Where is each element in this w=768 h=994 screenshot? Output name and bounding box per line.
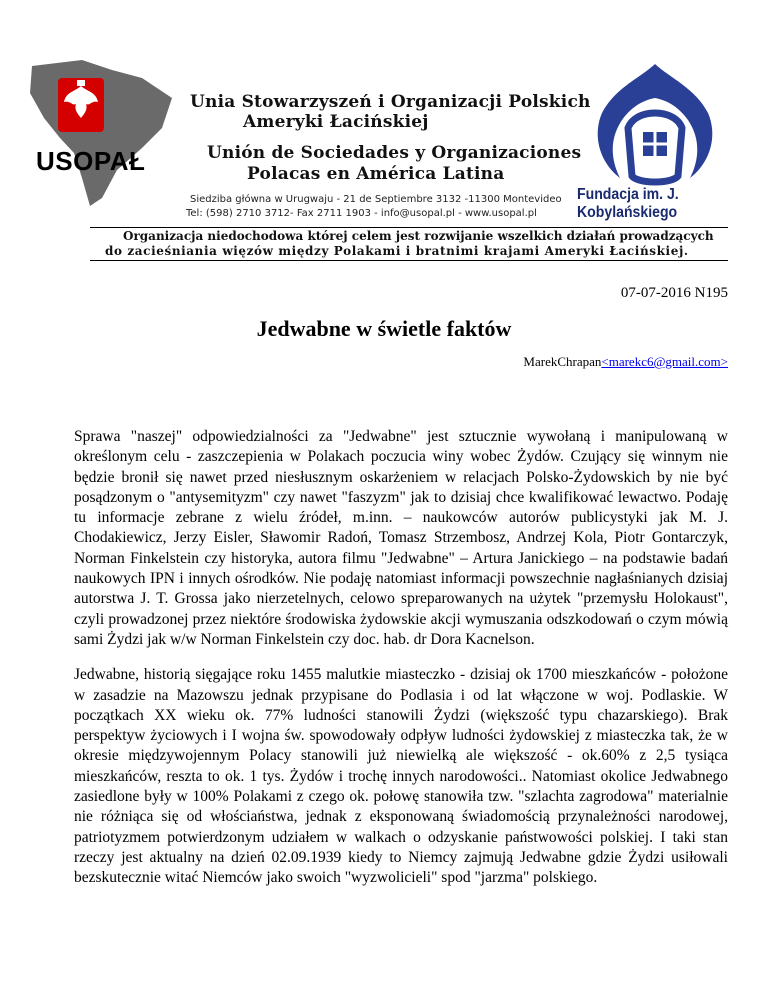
mission-statement-line2: do zacieśniania więzów między Polakami i bratnimi krajami Ameryki Łacińskiej.: [105, 244, 689, 258]
paragraph: Jedwabne, historią sięgające roku 1455 malutkie miasteczko - dzisiaj ok 1700 mieszkańców - położone w zasadzie na Mazowszu jednak przypisane do Podlasia i od lat włączone w woj. Podlaskie. W początkach XX wieku ok. 77% ludności stanowili Żydzi (większość typu chazarskiego). Brak perspektyw życiowych i I wojna św. spowodowały odpływ ludności żydowskiej z miasteczka tak, że w okresie międzywojennym Polacy stanowili już niewielką ale większość - ok.60% z 2,5 tysiąca mieszkańców, reszta to ok. 1 tys. Żydów i trochę innych narodowości.. Natomiast okolice Jedwabnego zasiedlone były w 100% Polakami z czego ok. połowę stanowiła tzw. "szlachta zagrodowa" materialnie nie różniąca się od włościaństwa, jednak z eksponowaną świadomością przynależności narodowej, patriotyzmem potwierdzonym udziałem w walkach o odzyskanie państwowości polskiej. I taki stan rzeczy jest aktualny na dzień 02.09.1939 kiedy to Niemcy zajmują Jedwabne gdzie Żydzi usiłowali bezskutecznie witać Niemców jako swoich "wyzwolicieli" spod "jarzma" polskiego.: [74, 666, 728, 887]
header-divider-top: [90, 227, 728, 228]
address-line: Siedziba główna w Urugwaju - 21 de Septiembre 3132 -11300 Montevideo: [190, 194, 562, 205]
author-name: MarekChrapan: [523, 354, 602, 369]
org-name-spanish-line2: Polacas en América Latina: [247, 164, 505, 184]
author-email-link[interactable]: <marekc6@gmail.com>: [601, 354, 728, 369]
letterhead: [0, 0, 768, 270]
paragraph: Sprawa "naszej" odpowiedzialności za "Jedwabne" jest sztucznie wywołaną i manipulowaną w określonym celu - zaszczepienia w Polakach poczucia winy wobec Żydów. Czujący się winnym nie będzie bronił się nawet przed niesłusznym oskarżeniem w relacjach Polsko-Żydowskich by nie być posądzonym o "antysemityzm" czy nawet "faszyzm" jak to dzisiaj chce kwalifikować lewactwo. Podaję tu informacje zebrane z wielu źródeł, m.inn. – naukowców autorów publicystyki jak M. J. Chodakiewicz, Jerzy Eisler, Sławomir Radoń, Tomasz Strzembosz, Andrzej Kola, Piotr Gontarczyk, Norman Finkelstein czy historyka, autora filmu "Jedwabne" – Artura Janickiego – na podstawie badań naukowych IPN i innych ośrodków. Nie podaję natomiast informacji powszechnie nagłaśnianych dzisiaj autorstwa J. T. Grossa jako nierzetelnych, celowo spreparowanych na użytek "przemysłu Holokaust", czyli prowadzonej przez niektóre środowiska żydowskie akcji wymuszania odszkodowań o czym mówią sami Żydzi jak w/w Norman Finkelstein czy doc. hab. dr Dora Kacnelson.: [74, 428, 728, 648]
mission-statement-line1: Organizacja niedochodowa której celem jest rozwijanie wszelkich działań prowadzących: [123, 229, 714, 243]
org-name-polish-line2: Ameryki Łacińskiej: [243, 112, 429, 132]
document-number: 07-07-2016 N195: [620, 285, 728, 301]
usopal-logo-text: USOPAŁ: [36, 146, 146, 176]
org-name-spanish-line1: Unión de Sociedades y Organizaciones: [207, 143, 582, 163]
header-divider-bottom: [90, 260, 728, 261]
foundation-name: Fundacja im. J. Kobylańskiego: [577, 186, 679, 221]
eagle-horseshoe-emblem-icon: [580, 58, 730, 198]
org-name-polish-line1: Unia Stowarzyszeń i Organizacji Polskich: [190, 92, 591, 112]
document-title: Jedwabne w świetle faktów: [256, 316, 512, 341]
document-body: [74, 427, 728, 904]
contact-line: Tel: (598) 2710 3712- Fax 2711 1903 - info@usopal.pl - www.usopal.pl: [186, 208, 537, 219]
usopal-map-eagle-logo: [22, 58, 182, 208]
author-line: [523, 354, 728, 370]
